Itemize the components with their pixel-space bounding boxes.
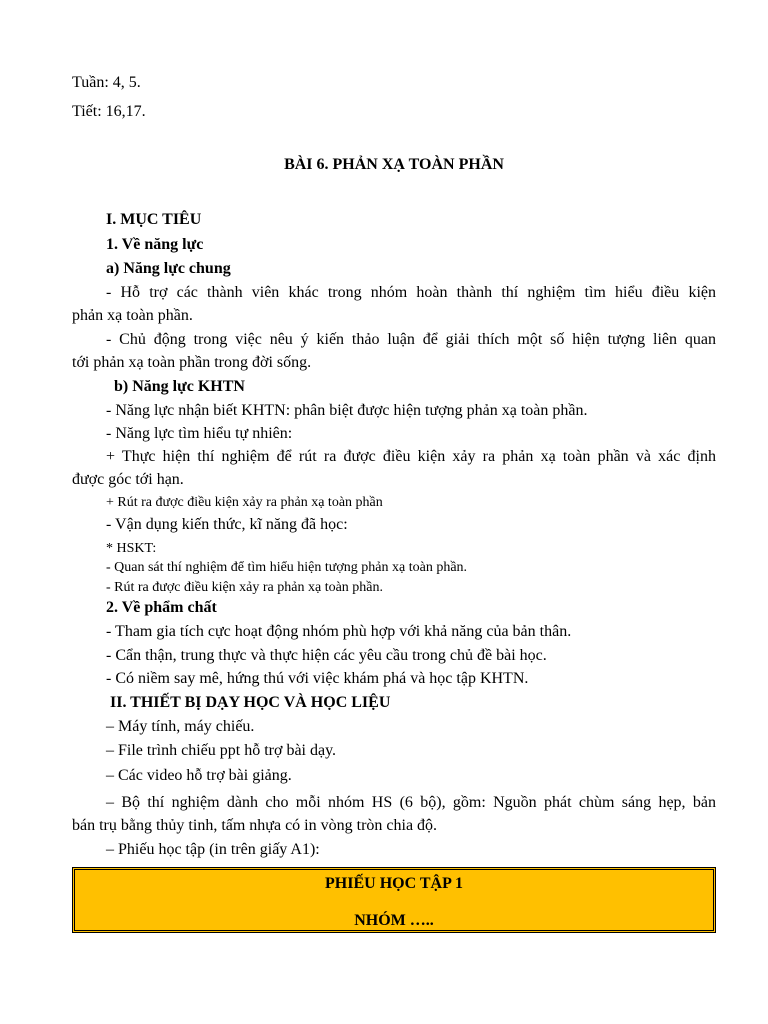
worksheet-box [72, 867, 716, 933]
khtn-item2: - Năng lực tìm hiểu tự nhiên: [106, 425, 293, 442]
section2-heading: II. THIẾT BỊ DẠY HỌC VÀ HỌC LIỆU [110, 694, 391, 711]
quality-item3: - Có niềm say mê, hứng thú với việc khám phá và học tập KHTN. [106, 670, 529, 687]
period-line: Tiết: 16,17. [72, 103, 146, 120]
equipment-item2: – File trình chiếu ppt hỗ trợ bài dạy. [106, 742, 337, 759]
khtn-item3-line2: được góc tới hạn. [72, 471, 184, 488]
general-competence-p1-line2: phản xạ toàn phần. [72, 307, 193, 324]
lesson-title: BÀI 6. PHẢN XẠ TOÀN PHẦN [284, 156, 504, 173]
quality-item2: - Cẩn thận, trung thực và thực hiện các yêu cầu trong chủ đề bài học. [106, 647, 547, 664]
equipment-item5: – Phiếu học tập (in trên giấy A1): [106, 841, 320, 858]
hskt-item2: - Rút ra được điều kiện xảy ra phản xạ toàn phần. [106, 580, 384, 595]
hskt-item1: - Quan sát thí nghiệm để tìm hiểu hiện tượng phản xạ toàn phần. [106, 560, 468, 575]
sub1a-heading: a) Năng lực chung [106, 260, 231, 277]
khtn-item3-line1: + Thực hiện thí nghiệm để rút ra được điều kiện xảy ra phản xạ toàn phần và xác định [106, 448, 716, 465]
khtn-item1: - Năng lực nhận biết KHTN: phân biệt được hiện tượng phản xạ toàn phần. [106, 402, 588, 419]
general-competence-p2-line1: - Chủ động trong việc nêu ý kiến thảo luận để giải thích một số hiện tượng liên quan [106, 331, 716, 348]
equipment-item4-line1: – Bộ thí nghiệm dành cho mỗi nhóm HS (6 bộ), gồm: Nguồn phát chùm sáng hẹp, bản [106, 794, 716, 811]
hskt-label: * HSKT: [106, 541, 157, 556]
khtn-item4: + Rút ra được điều kiện xảy ra phản xạ toàn phần [106, 495, 383, 510]
equipment-item4-line2: bán trụ bằng thủy tinh, tấm nhựa có in vòng tròn chia độ. [72, 817, 438, 834]
khtn-item5: - Vận dụng kiến thức, kĩ năng đã học: [106, 516, 348, 533]
sub1b-heading: b) Năng lực KHTN [114, 378, 245, 395]
general-competence-p2-line2: tới phản xạ toàn phần trong đời sống. [72, 354, 312, 371]
general-competence-p1-line1: - Hỗ trợ các thành viên khác trong nhóm hoàn thành thí nghiệm tìm hiểu điều kiện [106, 284, 716, 301]
week-line: Tuần: 4, 5. [72, 74, 141, 91]
worksheet-group: NHÓM ….. [354, 912, 434, 929]
sub1-heading: 1. Về năng lực [106, 236, 204, 253]
worksheet-title: PHIẾU HỌC TẬP 1 [325, 875, 463, 892]
sub2-heading: 2. Về phẩm chất [106, 599, 217, 616]
section1-heading: I. MỤC TIÊU [106, 211, 202, 228]
equipment-item1: – Máy tính, máy chiếu. [106, 718, 255, 735]
equipment-item3: – Các video hỗ trợ bài giảng. [106, 767, 292, 784]
quality-item1: - Tham gia tích cực hoạt động nhóm phù hợp với khả năng của bản thân. [106, 623, 572, 640]
